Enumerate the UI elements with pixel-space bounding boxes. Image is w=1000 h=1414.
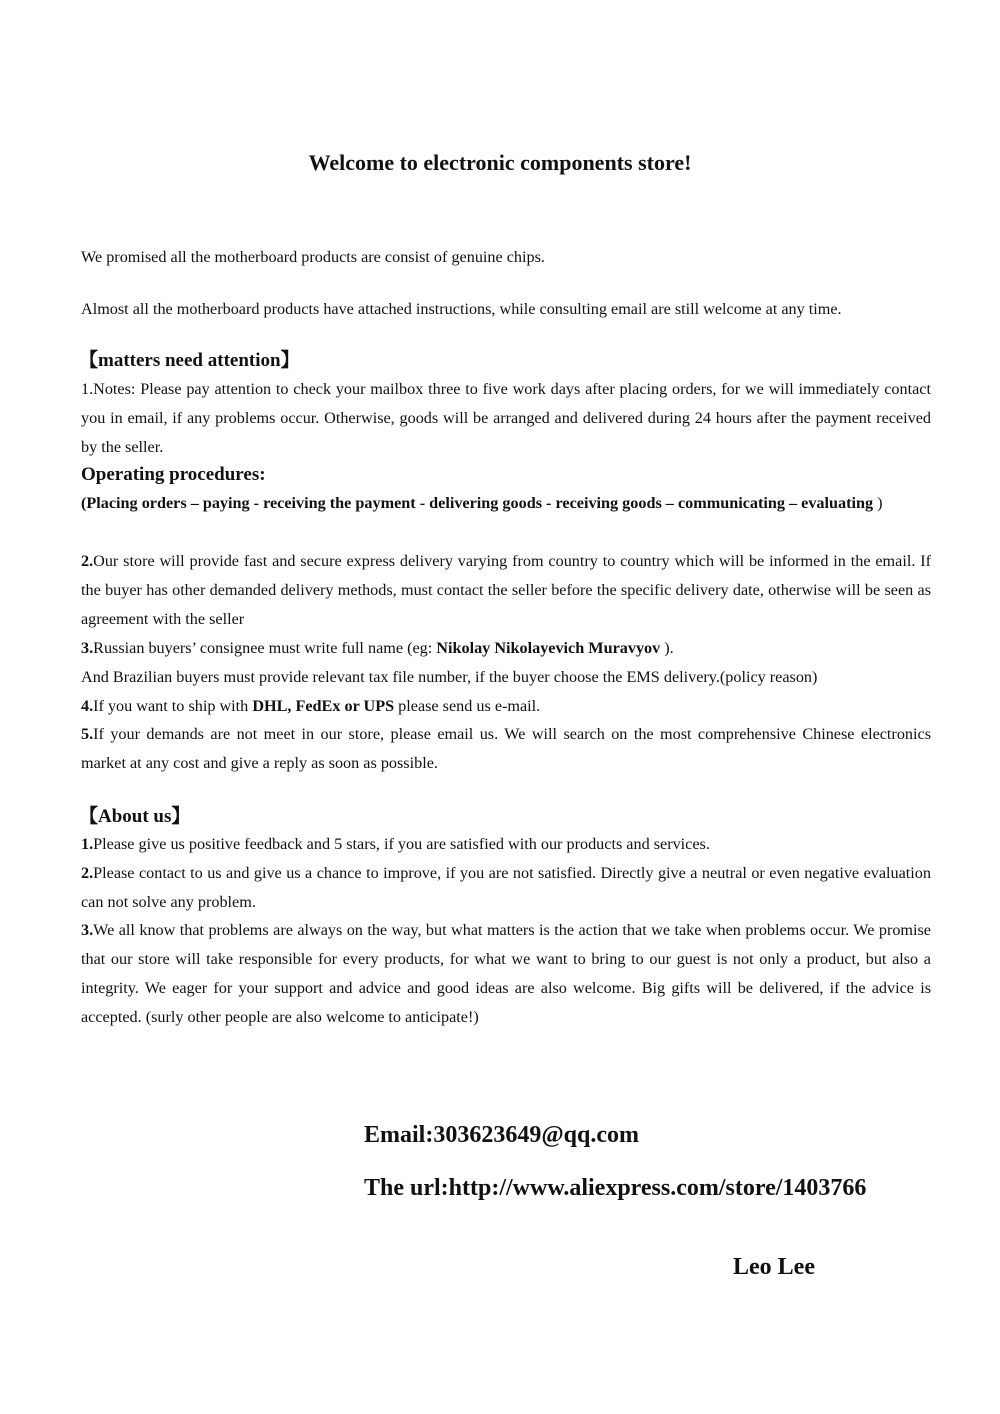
procedures-close: ): [873, 494, 883, 512]
matters-heading: 【matters need attention】: [79, 350, 300, 371]
note-5-paragraph: [81, 720, 931, 778]
note-1-number: 1.: [81, 380, 94, 398]
contact-email: Email:303623649@qq.com: [364, 1122, 639, 1148]
note-5-number: 5.: [81, 725, 94, 743]
note-4-paragraph: [81, 692, 931, 721]
procedures-steps: (Placing orders – paying - receiving the payment - delivering goods - receiving goods – communicating – evaluating: [81, 494, 874, 512]
note-2-text: Our store will provide fast and secure express delivery varying from country to country which will be informed in the email. If the buyer has other demanded delivery methods, must contact the seller before the specific delivery date, otherwise will be seen as agreement with the seller: [81, 552, 931, 628]
contact-store-url: The url:http://www.aliexpress.com/store/1403766: [364, 1175, 867, 1201]
about-heading: 【About us】: [79, 806, 191, 827]
about-item-2-number: 2.: [81, 864, 94, 882]
note-3-paragraph: [81, 634, 931, 663]
note-3-example-name: Nikolay Nikolayevich Muravyov: [436, 639, 661, 657]
note-3-text-b: ).: [660, 639, 674, 657]
note-2-paragraph: [81, 547, 931, 634]
about-item-1-number: 1.: [81, 835, 94, 853]
signature-name: Leo Lee: [733, 1254, 815, 1280]
note-3-text-a: Russian buyers’ consignee must write full name (eg:: [93, 639, 437, 657]
intro-paragraph-genuine-chips: We promised all the motherboard products are consist of genuine chips.: [81, 248, 545, 266]
about-item-3-number: 3.: [81, 921, 94, 939]
note-4-number: 4.: [81, 697, 94, 715]
note-1-text: Notes: Please pay attention to check your mailbox three to five work days after placing orders, for we will immediately contact you in email, if any problems occur. Otherwise, goods will be arranged and delivered during 24 hours after the payment received by the seller.: [81, 380, 931, 456]
about-item-1-text: Please give us positive feedback and 5 stars, if you are satisfied with our products and services.: [93, 835, 710, 853]
procedures-steps-paragraph: [81, 489, 931, 518]
about-item-3-paragraph: [81, 916, 931, 1032]
about-item-2-text: Please contact to us and give us a chance to improve, if you are not satisfied. Directly give a neutral or even negative evaluation can not solve any problem.: [81, 864, 931, 911]
about-item-3-text: We all know that problems are always on the way, but what matters is the action that we take when problems occur. We promise that our store will take responsible for every products, for what we want to bring to our guest is not only a product, but also a integrity. We eager for your support and advice and good ideas are also welcome. Big gifts will be delivered, if the advice is accepted. (surly other people are also welcome to anticipate!): [81, 921, 931, 1026]
note-1-paragraph: [81, 375, 931, 462]
note-3-brazil-line: And Brazilian buyers must provide relevant tax file number, if the buyer choose the EMS delivery.(policy reason): [81, 668, 818, 686]
note-4-text-a: If you want to ship with: [93, 697, 253, 715]
note-2-number: 2.: [81, 552, 94, 570]
about-item-1-paragraph: [81, 830, 931, 859]
note-5-text: If your demands are not meet in our store, please email us. We will search on the most comprehensive Chinese electronics market at any cost and give a reply as soon as possible.: [81, 725, 931, 772]
procedures-heading: Operating procedures:: [81, 464, 266, 485]
note-4-text-b: please send us e-mail.: [394, 697, 541, 715]
note-3-number: 3.: [81, 639, 94, 657]
about-item-2-paragraph: [81, 859, 931, 917]
intro-paragraph-instructions: Almost all the motherboard products have attached instructions, while consulting email are still welcome at any time.: [81, 300, 842, 318]
note-4-carriers: DHL, FedEx or UPS: [252, 697, 395, 715]
page-title: Welcome to electronic components store!: [308, 150, 692, 175]
